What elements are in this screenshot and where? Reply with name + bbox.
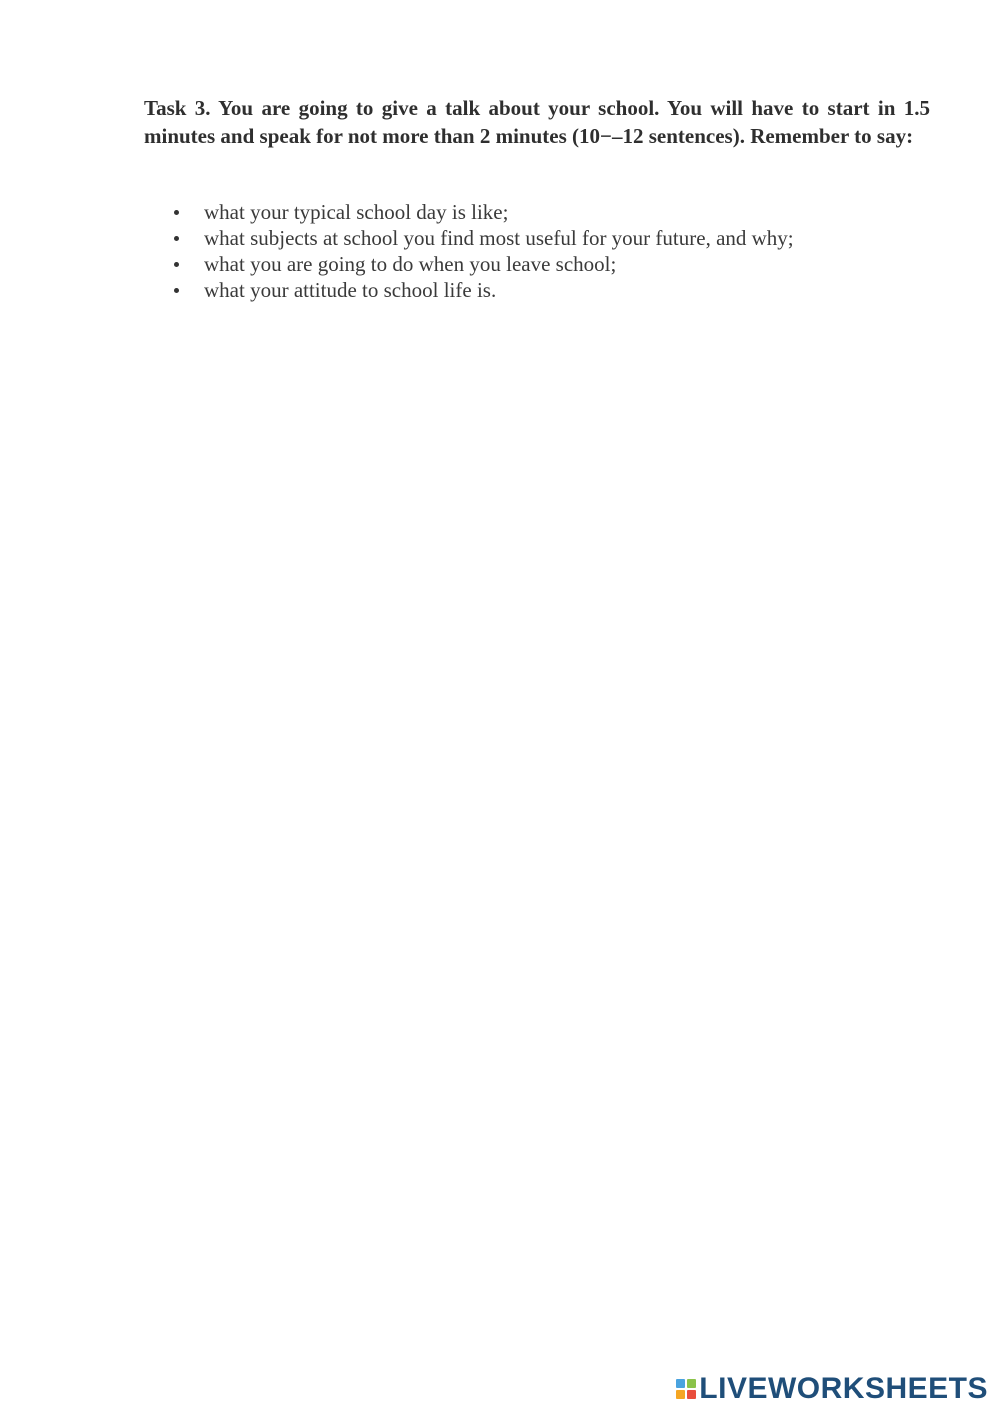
talking-point-text: what you are going to do when you leave school; bbox=[204, 252, 617, 276]
list-item bbox=[172, 277, 794, 303]
talking-points-list bbox=[172, 199, 794, 303]
list-item bbox=[172, 251, 794, 277]
bullet-icon bbox=[174, 210, 179, 215]
logo-square bbox=[687, 1379, 696, 1388]
task-heading: Task 3. You are going to give a talk about your school. You will have to start in 1.5 minutes and speak for not more than 2 minutes (10−–12 sentences). Remember to say: bbox=[144, 96, 930, 148]
brand-name: LIVEWORKSHEETS bbox=[699, 1372, 988, 1405]
bullet-icon bbox=[174, 262, 179, 267]
list-item bbox=[172, 225, 794, 251]
liveworksheets-logo-icon bbox=[676, 1379, 696, 1399]
bullet-icon bbox=[174, 236, 179, 241]
talking-point-text: what your typical school day is like; bbox=[204, 200, 509, 224]
list-item bbox=[172, 199, 794, 225]
logo-square bbox=[676, 1390, 685, 1399]
liveworksheets-logo[interactable] bbox=[676, 1372, 988, 1406]
logo-square bbox=[676, 1379, 685, 1388]
talking-point-text: what subjects at school you find most useful for your future, and why; bbox=[204, 226, 794, 250]
bullet-icon bbox=[174, 288, 179, 293]
talking-point-text: what your attitude to school life is. bbox=[204, 278, 497, 302]
logo-square bbox=[687, 1390, 696, 1399]
